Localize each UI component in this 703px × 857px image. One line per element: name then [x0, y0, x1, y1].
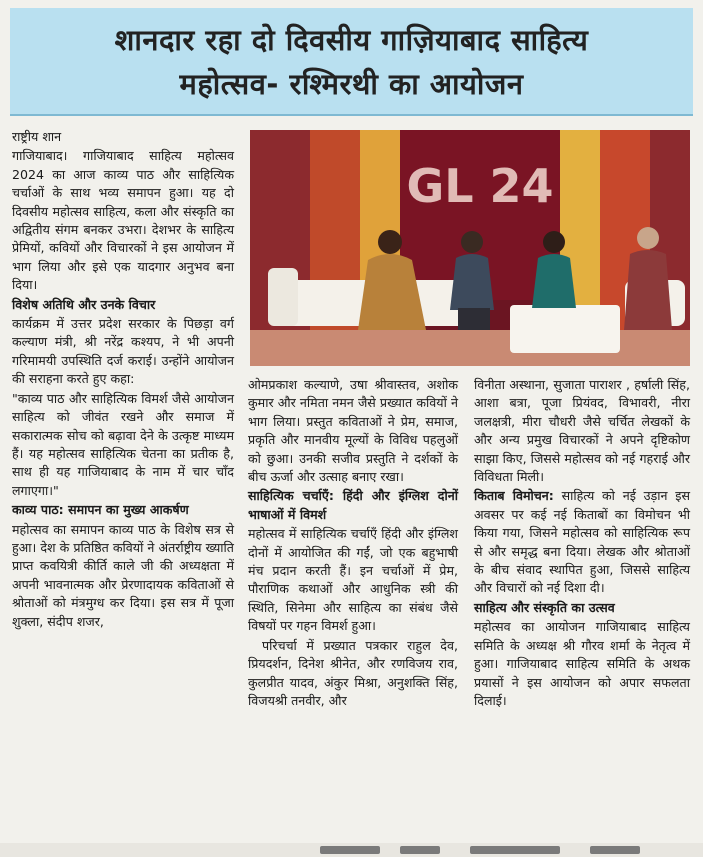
event-photo: [250, 130, 690, 366]
next-article-fragment: [470, 846, 560, 854]
paragraph-poets: ओमप्रकाश कल्याणे, उषा श्रीवास्तव, अशोक कुमार और नमिता नमन जैसे प्रख्यात कवियों ने भाग लिया। प्रस्तुत कविताओं ने प्रेम, समाज, प्रकृति और मानवीय मूल्यों के विविध पहलुओं को छुआ। उनकी सजीव प्रस्तुति ने दर्शकों के बीच ऊर्जा और उत्साह बनाए रखा।: [248, 377, 458, 485]
paragraph-organizer: महोत्सव का आयोजन गाजियाबाद साहित्य समिति के अध्यक्ष श्री गौरव शर्मा के नेतृत्व में हुआ। गाजियाबाद साहित्य समिति के अथक प्रयासों ने इस आयोजन को अपार सफलता दिलाई।: [474, 619, 690, 708]
paragraph-intro: गाजियाबाद। गाजियाबाद साहित्य महोत्सव 2024 का आज काव्य पाठ और साहित्यिक चर्चाओं के साथ भव्य समापन हुआ। यह दो दिवसीय महोत्सव साहित्य, कला और संस्कृति का अद्वितीय संगम बनकर उभरा। देशभर के साहित्य प्रेमियों, कवियों और विचारकों ने इस आयोजन में भाग लिया और इसे एक यादगार अनुभव बना दिया।: [12, 148, 234, 293]
next-article-fragment: [400, 846, 440, 854]
minister-quote: "काव्य पाठ और साहित्यिक विमर्श जैसे आयोजन साहित्य को जीवंत रखने और समाज में सकारात्मक सोच को बढ़ावा देने के उत्कृष्ट माध्यम हैं। यह महोत्सव साहित्यिक चेतना का प्रतीक है, साथ ही यह गाजियाबाद के नाम में चार चाँद लगाएगा।": [12, 390, 234, 498]
stage-photo-illustration: [250, 130, 690, 366]
headline-line-2: महोत्सव- रश्मिरथी का आयोजन: [179, 67, 524, 101]
headline-banner: [10, 8, 693, 116]
paragraph-discussions: महोत्सव में साहित्यिक चर्चाएँ हिंदी और इंग्लिश दोनों में आयोजित की गईं, जो एक बहुभाषी मंच प्रदान करती हैं। इन चर्चाओं में प्रेम, पौराणिक कथाओं और आधुनिक स्त्री की स्थिति, सिनेमा और साहित्य का संबंध जैसे विषयों पर गहन विमर्श हुआ।: [248, 526, 458, 634]
byline: राष्ट्रीय शान: [12, 129, 62, 144]
paragraph-panelists: परिचर्चा में प्रख्यात पत्रकार राहुल देव, प्रियदर्शन, दिनेश श्रीनेत, और रणविजय राव, कुलप्रीत यादव, अंकुर मिश्रा, अनुशक्ति सिंह, विजयश्री तनवीर, और: [248, 637, 458, 708]
subheading-literary-discussions: साहित्यिक चर्चाएँ: हिंदी और इंग्लिश दोनों भाषाओं में विमर्श: [248, 488, 458, 522]
next-article-fragment: [590, 846, 640, 854]
book-launch-text: साहित्य को नई उड़ान इस अवसर पर कई नई किताबों का विमोचन भी किया गया, जिसने महोत्सव को साहित्यिक रूप से और समृद्ध बना दिया। लेखक और श्रोताओं के बीच संवाद स्थापित हुआ, जिससे साहित्य और विचारों को नई दिशा दी।: [474, 488, 691, 596]
next-article-fragment: [320, 846, 380, 854]
paragraph-writers: विनीता अस्थाना, सुजाता पाराशर , हर्षाली सिंह, आशा बत्रा, पूजा प्रियंवद, विभावरी, नीरा जलक्षत्री, मीरा चौधरी जैसे चर्चित लेखकों के और अन्य प्रमुख विचारकों ने अपने दृष्टिकोण साझा किए, जिससे महोत्सव को नई गहराई और विविधता मिली।: [474, 377, 690, 485]
headline-line-1: शानदार रहा दो दिवसीय गाज़ियाबाद साहित्य: [114, 23, 589, 57]
article-column-3: [474, 376, 690, 711]
subheading-poetry-reading: काव्य पाठ: समापन का मुख्य आकर्षण: [12, 502, 189, 518]
subheading-culture-festival: साहित्य और संस्कृति का उत्सव: [474, 599, 615, 615]
paragraph-minister: कार्यक्रम में उत्तर प्रदेश सरकार के पिछड़ा वर्ग कल्याण मंत्री, श्री नरेंद्र कश्यप, ने भी अपनी गरिमामयी उपस्थिति दर्ज कराई। उन्होंने आयोजन की सराहना करते हुए कहा:: [12, 316, 234, 387]
paragraph-poetry: महोत्सव का समापन काव्य पाठ के विशेष सत्र से हुआ। देश के प्रतिष्ठित कवियों ने अंतर्राष्ट्रीय ख्याति प्राप्त कवयित्री कीर्ति काले जी की अध्यक्षता में अपनी भावनात्मक और प्रेरणादायक कविताओं से श्रोताओं को मंत्रमुग्ध कर दिया। इस सत्र में पूजा शुक्ला, संदीप शजर,: [12, 521, 234, 629]
paragraph-book-launch: [474, 487, 690, 597]
article-column-2: [248, 376, 458, 711]
article-column-1: [12, 128, 234, 632]
backdrop-logo-text: GL 24: [406, 159, 554, 213]
next-article-strip: [0, 843, 703, 857]
book-launch-label: किताब विमोचन:: [474, 488, 554, 504]
subheading-special-guest: विशेष अतिथि और उनके विचार: [12, 296, 156, 312]
